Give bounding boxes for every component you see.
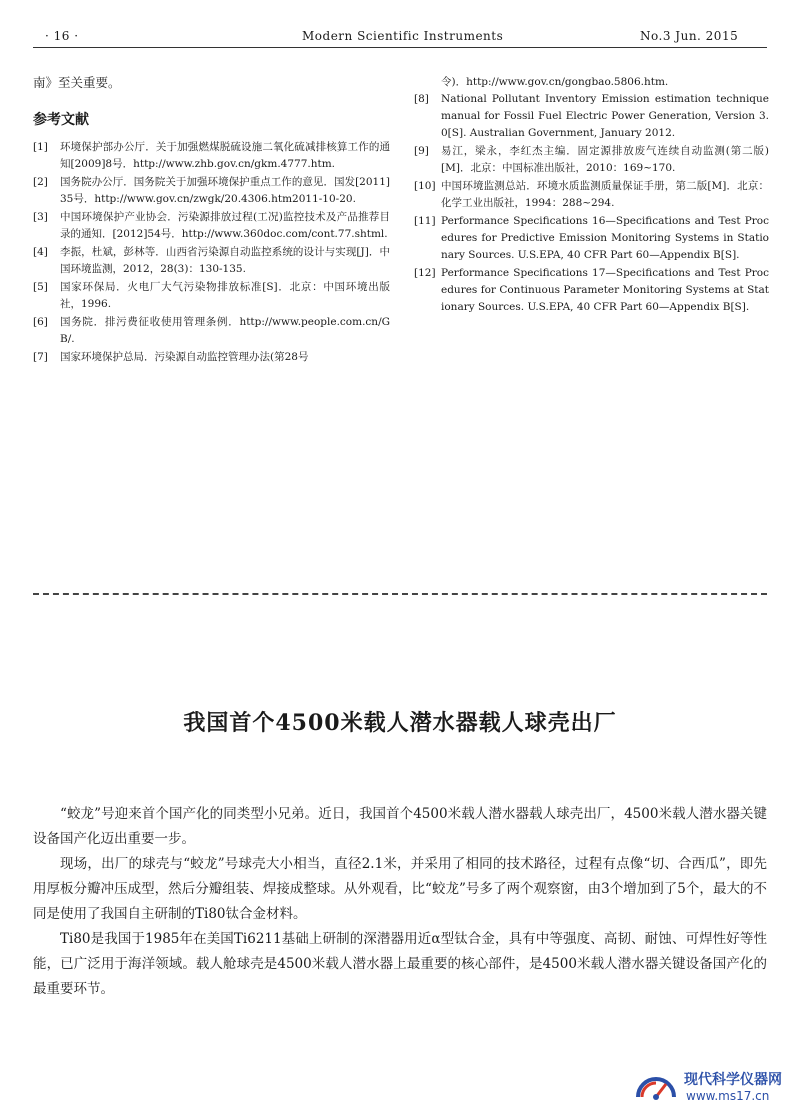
references-left-column <box>33 74 390 367</box>
reference-item <box>33 174 390 208</box>
journal-name: Modern Scientific Instruments <box>302 29 504 43</box>
site-watermark <box>632 1065 792 1110</box>
intro-text: 南》至关重要。 <box>33 75 121 90</box>
reference-number: [12] <box>414 267 436 279</box>
references-heading: 参考文献 <box>33 112 89 128</box>
reference-number: [6] <box>33 316 48 328</box>
issue-info: No.3 Jun. 2015 <box>640 29 739 43</box>
article-paragraph: 现场，出厂的球壳与“蛟龙”号球壳大小相当，直径2.1米，并采用了相同的技术路径，过程有点像“切、合西瓜”，即先用厚板分瓣冲压成型，然后分瓣组装、焊接成整球。从外观看，比“蛟龙”号多了两个观察窗，由3个增加到了5个，最大的不同是使用了我国自主研制的Ti80钛合金材料。 <box>33 856 767 922</box>
reference-list-left <box>33 139 390 366</box>
reference-item <box>414 265 769 316</box>
reference-item <box>33 244 390 278</box>
watermark-url: www.ms17.cn <box>686 1089 770 1103</box>
reference-number: [3] <box>33 211 48 223</box>
page-header <box>0 0 800 52</box>
reference-list-right <box>414 91 769 316</box>
reference-text: 易江，梁永，李红杰主编．固定源排放废气连续自动监测(第二版)[M]．北京：中国标准出版社，2010：169~170. <box>441 145 769 174</box>
reference-text: Performance Specifications 16—Specifications and Test Procedures for Predictive Emission Monitoring Systems in Stationary Sources. U.S.EPA, 40 CFR Part 60—Appendix B[S]. <box>441 215 769 261</box>
reference-item <box>414 91 769 142</box>
reference-item <box>414 143 769 177</box>
reference-item <box>414 178 769 212</box>
header-rule <box>33 47 767 48</box>
reference-text: 中国环境保护产业协会．污染源排放过程(工况)监控技术及产品推荐目录的通知．[2012]54号．http://www.360doc.com/cont.77.shtml. <box>60 211 390 240</box>
reference-text: Performance Specifications 17—Specifications and Test Procedures for Continuous Parameter Monitoring Systems at Stationary Sources. U.S.EPA, 40 CFR Part 60—Appendix B[S]. <box>441 267 769 313</box>
reference-item <box>33 314 390 348</box>
reference-item <box>33 209 390 243</box>
reference-number: [1] <box>33 141 48 153</box>
reference-item <box>414 213 769 264</box>
article-title: 我国首个4500米载人潜水器载人球壳出厂 <box>183 710 617 736</box>
gauge-logo-icon <box>632 1065 680 1107</box>
reference-number: [2] <box>33 176 48 188</box>
reference-text: 中国环境监测总站．环境水质监测质量保证手册，第二版[M]．北京：化学工业出版社，1994：288~294. <box>441 180 769 209</box>
section-divider <box>33 593 767 595</box>
reference-text: 国务院．排污费征收使用管理条例．http://www.people.com.cn/GB/. <box>60 316 390 345</box>
reference-text: 国家环保局．火电厂大气污染物排放标准[S]．北京：中国环境出版社，1996. <box>60 281 390 310</box>
reference-number: [8] <box>414 93 429 105</box>
reference-text: 环境保护部办公厅．关于加强燃煤脱硫设施二氧化硫减排核算工作的通知[2009]8号．http://www.zhb.gov.cn/gkm.4777.htm. <box>60 141 390 170</box>
reference-item <box>33 349 390 366</box>
page-number: · 16 · <box>45 29 79 43</box>
reference-text: 国家环境保护总局．污染源自动监控管理办法(第28号 <box>60 351 309 363</box>
reference-number: [10] <box>414 180 436 192</box>
reference-number: [11] <box>414 215 436 227</box>
article-body <box>33 802 767 1002</box>
reference-number: [9] <box>414 145 429 157</box>
article-paragraph: Ti80是我国于1985年在美国Ti6211基础上研制的深潜器用近α型钛合金，具有中等强度、高韧、耐蚀、可焊性好等性能，已广泛用于海洋领域。载人舱球壳是4500米载人潜水器上最重要的核心部件，是4500米载人潜水器关键设备国产化的最重要环节。 <box>33 931 767 997</box>
reference-number: [7] <box>33 351 48 363</box>
watermark-name: 现代科学仪器网 <box>684 1072 782 1088</box>
article-paragraph: “蛟龙”号迎来首个国产化的同类型小兄弟。近日，我国首个4500米载人潜水器载人球壳出厂，4500米载人潜水器关键设备国产化迈出重要一步。 <box>33 806 767 847</box>
references-right-column <box>414 74 769 317</box>
reference-number: [4] <box>33 246 48 258</box>
reference-text: 李振，杜斌，彭林等．山西省污染源自动监控系统的设计与实现[J]．中国环境监测，2012，28(3)：130-135. <box>60 246 390 275</box>
reference-text: National Pollutant Inventory Emission estimation technique manual for Fossil Fuel Electric Power Generation, Version 3.0[S]. Australian Government, January 2012. <box>441 93 769 139</box>
reference-number: [5] <box>33 281 48 293</box>
reference-item <box>33 279 390 313</box>
reference-item <box>33 139 390 173</box>
reference-continuation: 令)．http://www.gov.cn/gongbao.5806.htm. <box>441 76 669 88</box>
reference-text: 国务院办公厅．国务院关于加强环境保护重点工作的意见．国发[2011]35号．http://www.gov.cn/zwgk/20.4306.htm2011-10-20. <box>60 176 390 205</box>
